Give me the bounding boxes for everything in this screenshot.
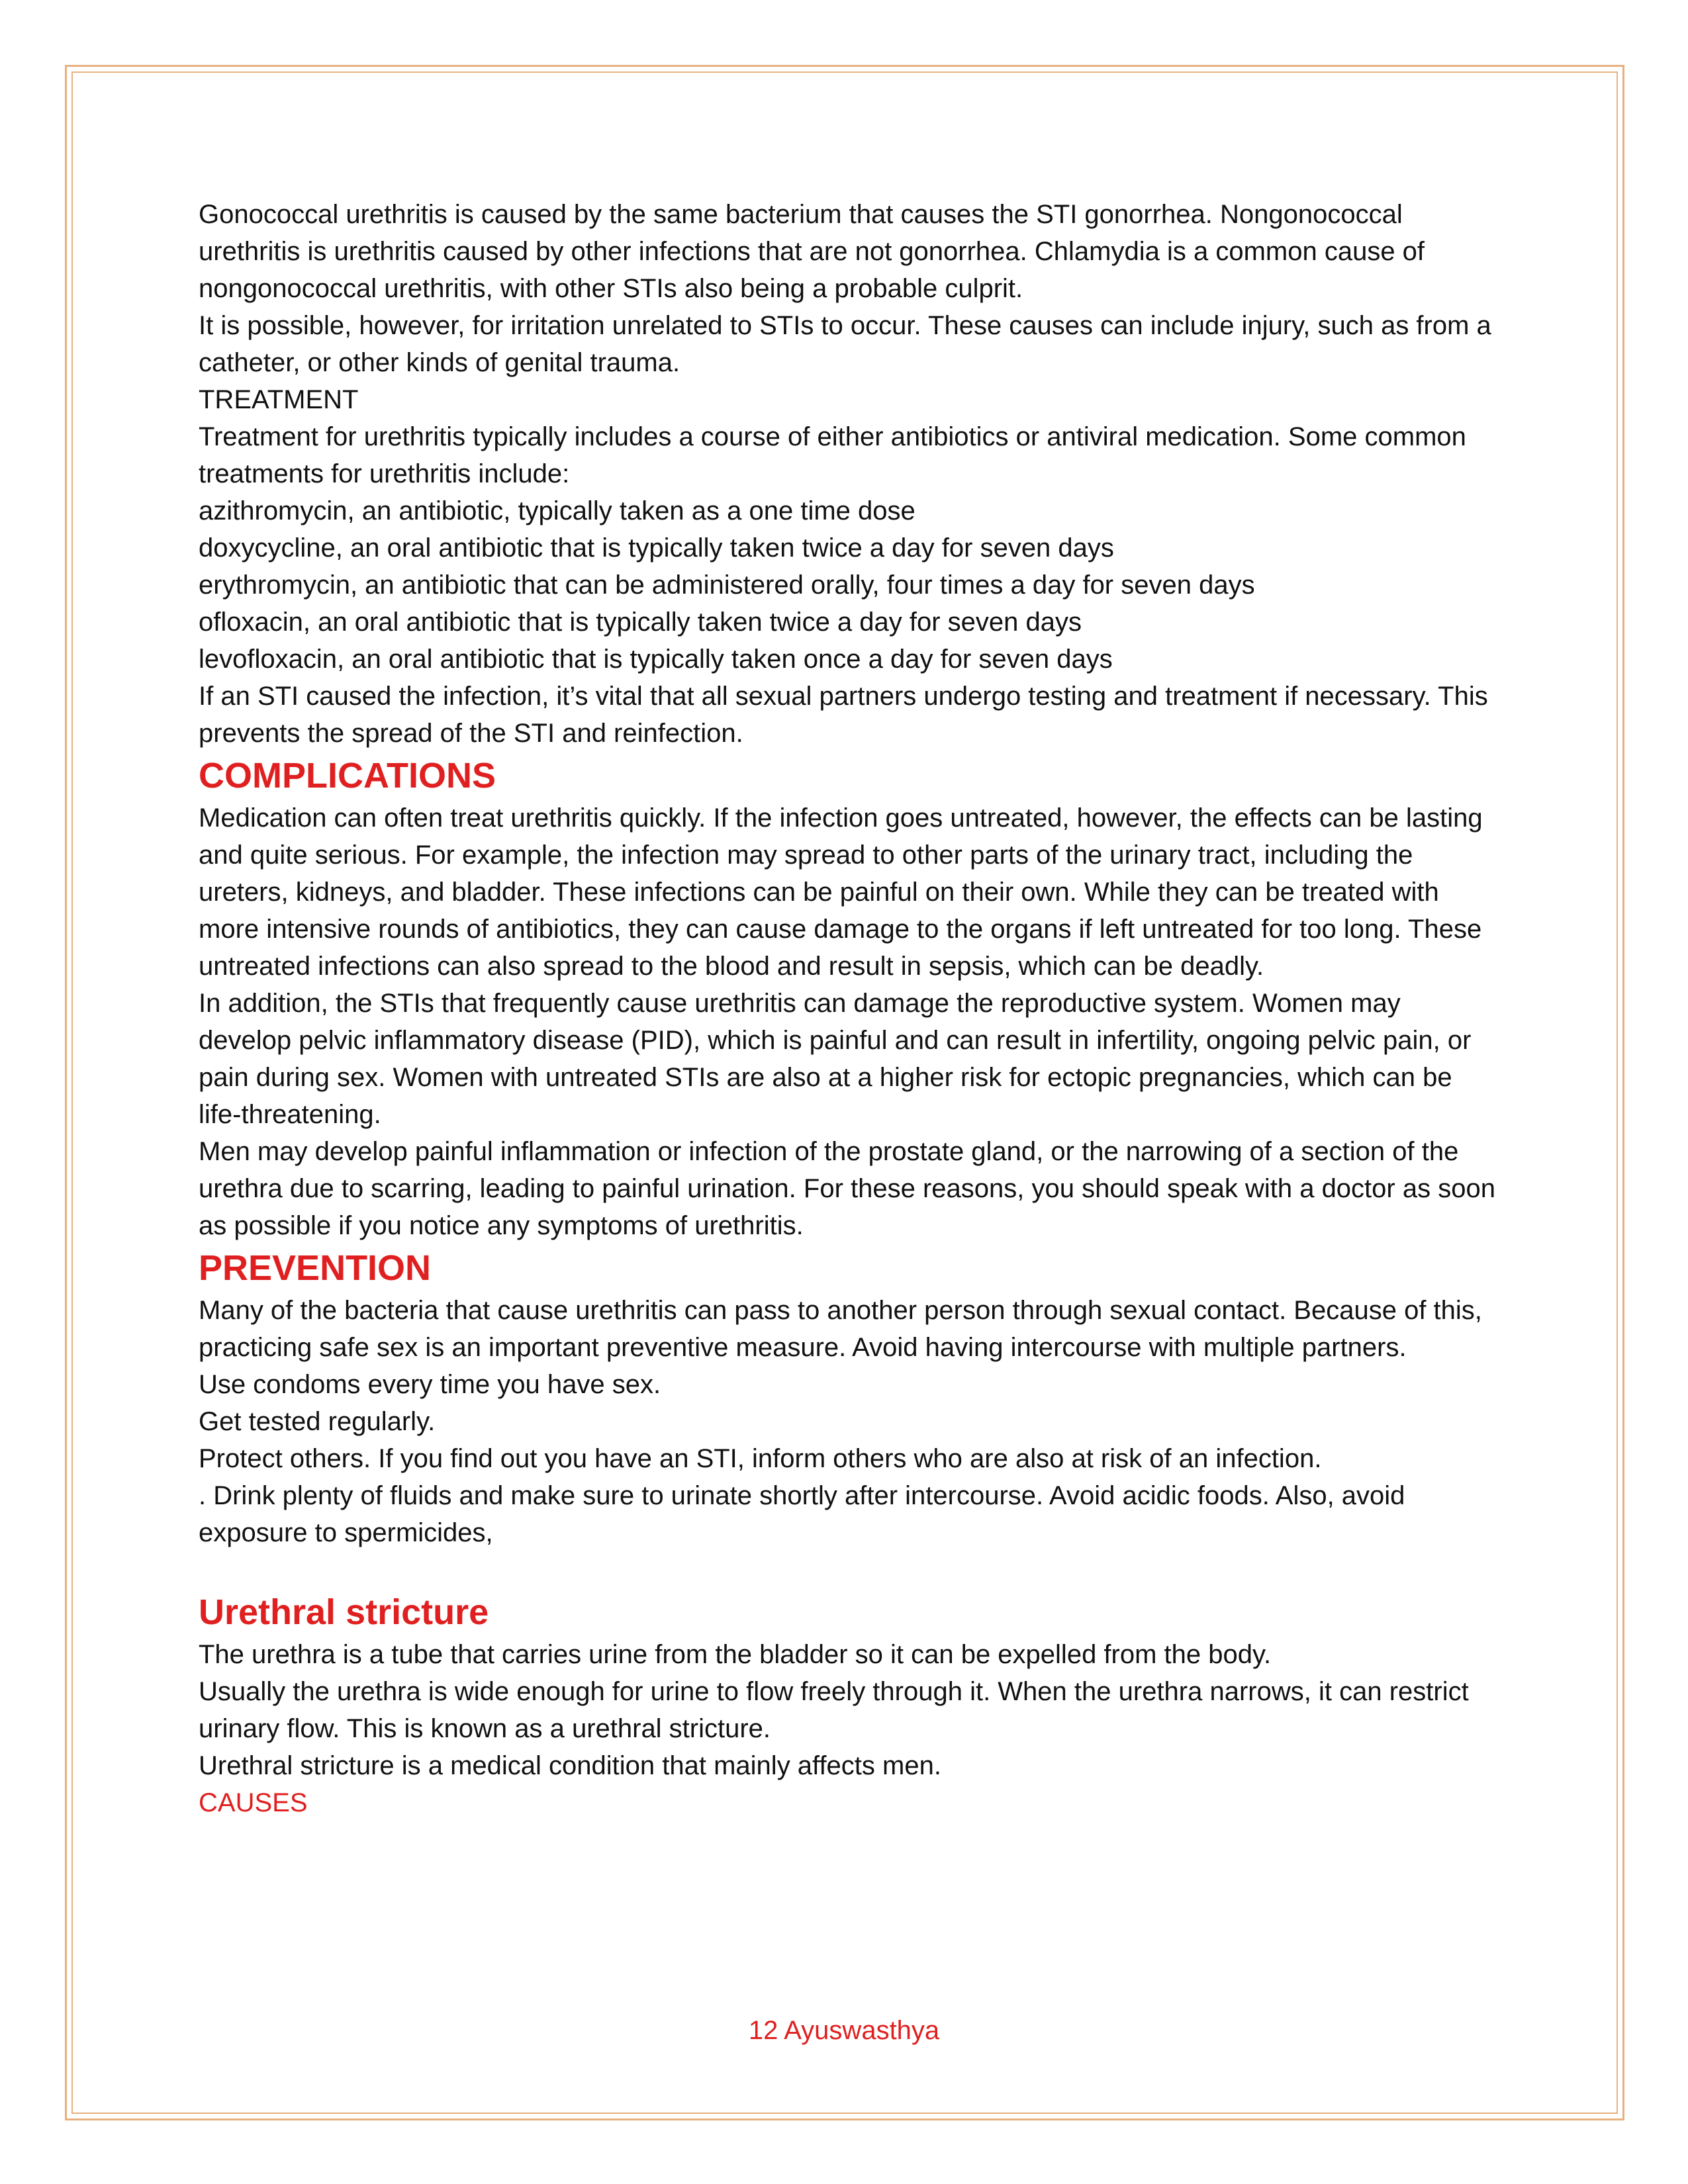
urethral-stricture-heading: Urethral stricture xyxy=(199,1592,489,1632)
paragraph-treatment-intro: Treatment for urethritis typically includes a course of either antibiotics or antiviral medication. Some common treatments for urethritis include: xyxy=(199,422,1466,488)
paragraph-complications-3: Men may develop painful inflammation or infection of the prostate gland, or the narrowing of a section of the urethra due to scarring, leading to painful urination. For these reasons, you should speak with a doctor as soon as possible if you notice any symptoms of urethritis. xyxy=(199,1137,1495,1240)
treatment-item: ofloxacin, an oral antibiotic that is typically taken twice a day for seven days xyxy=(199,608,1082,637)
treatment-item: doxycycline, an oral antibiotic that is typically taken twice a day for seven days xyxy=(199,533,1114,563)
paragraph-complications-1: Medication can often treat urethritis quickly. If the infection goes untreated, however, the effects can be lasting and quite serious. For example, the infection may spread to other parts of the urinary tract, including the ureters, kidneys, and bladder. These infections can be painful on their own. While they can be treated with more intensive rounds of antibiotics, they can cause damage to the organs if left untreated for too long. These untreated infections can also spread to the blood and result in sepsis, which can be deadly. xyxy=(199,803,1483,981)
paragraph-complications-2: In addition, the STIs that frequently cause urethritis can damage the reproductive system. Women may develop pelvic inflammatory disease (PID), which is painful and can result in infertility, ongoing pelvic pain, or pain during sex. Women with untreated STIs are also at a higher risk for ectopic pregnancies, which can be life-threatening. xyxy=(199,989,1472,1129)
causes-subheading: CAUSES xyxy=(199,1788,308,1817)
page-footer: 12 Ayuswasthya xyxy=(748,2016,940,2045)
treatment-item: levofloxacin, an oral antibiotic that is typically taken once a day for seven days xyxy=(199,645,1113,674)
prevention-item: Get tested regularly. xyxy=(199,1407,436,1436)
paragraph-partners: If an STI caused the infection, it’s vital that all sexual partners undergo testing and treatment if necessary. This prevents the spread of the STI and reinfection. xyxy=(199,682,1488,748)
treatment-subheading: TREATMENT xyxy=(199,385,359,414)
paragraph-irritation: It is possible, however, for irritation unrelated to STIs to occur. These causes can include injury, such as from a catheter, or other kinds of genital trauma. xyxy=(199,311,1491,377)
paragraph-stricture-2: Usually the urethra is wide enough for urine to flow freely through it. When the urethra narrows, it can restrict urinary flow. This is known as a urethral stricture. xyxy=(199,1677,1469,1743)
prevention-heading: PREVENTION xyxy=(199,1248,432,1288)
paragraph-gonococcal: Gonococcal urethritis is caused by the same bacterium that causes the STI gonorrhea. Nongonococcal urethritis is urethritis caused by other infections that are not gonorrhea. Chlamydia is a common cause of nongonococcal urethritis, with other STIs also being a probable culprit. xyxy=(199,200,1425,303)
prevention-item: Use condoms every time you have sex. xyxy=(199,1370,661,1399)
section-spacer xyxy=(199,1551,1496,1588)
prevention-item: Protect others. If you find out you have an STI, inform others who are also at risk of an infection. xyxy=(199,1444,1322,1473)
prevention-item: . Drink plenty of fluids and make sure to urinate shortly after intercourse. Avoid acidic foods. Also, avoid exposure to spermicides, xyxy=(199,1481,1405,1547)
paragraph-stricture-1: The urethra is a tube that carries urine from the bladder so it can be expelled from the body. xyxy=(199,1640,1272,1669)
treatment-item: azithromycin, an antibiotic, typically taken as a one time dose xyxy=(199,496,915,525)
document-body xyxy=(199,196,1496,1821)
paragraph-prevention-1: Many of the bacteria that cause urethritis can pass to another person through sexual contact. Because of this, practicing safe sex is an important preventive measure. Avoid having intercourse with multiple partners. xyxy=(199,1296,1482,1362)
paragraph-stricture-3: Urethral stricture is a medical condition that mainly affects men. xyxy=(199,1751,941,1780)
complications-heading: COMPLICATIONS xyxy=(199,756,496,796)
treatment-item: erythromycin, an antibiotic that can be administered orally, four times a day for seven days xyxy=(199,570,1255,600)
